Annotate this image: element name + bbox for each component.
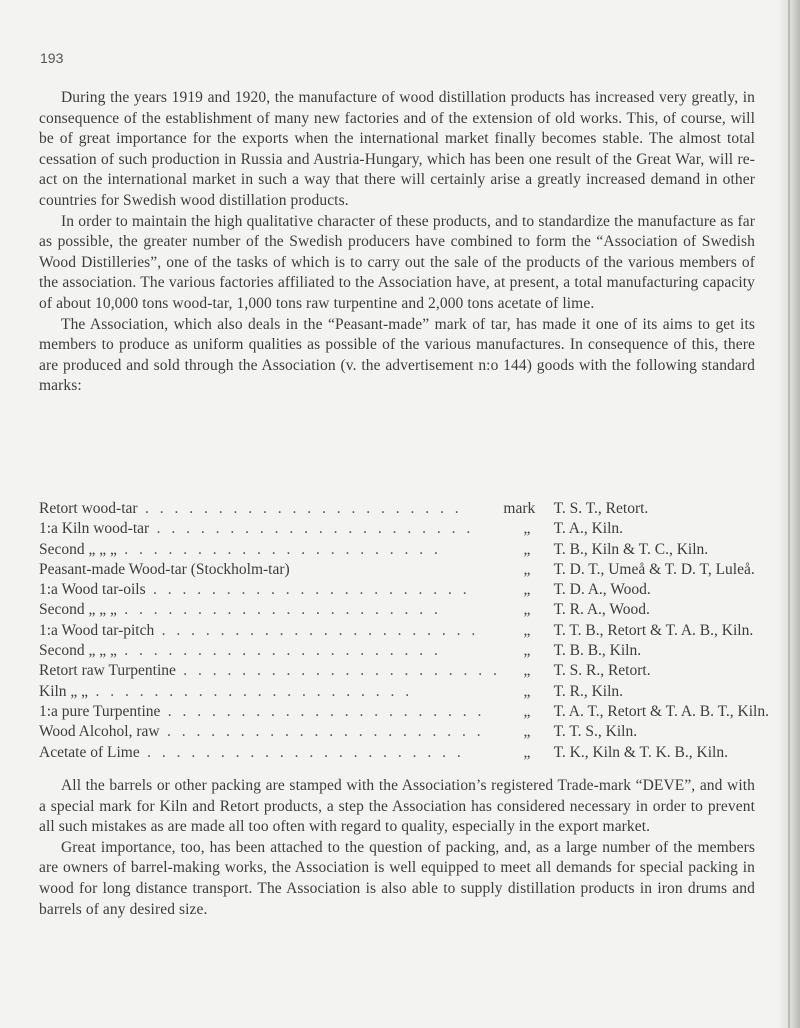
product-name: 1:a Wood tar-oils xyxy=(39,581,146,599)
dot-leader: . . . . . . . . . . . . . . . . . . . . . . xyxy=(116,601,442,619)
product-name: Second „ „ „ xyxy=(39,540,117,558)
mark-value: T. B., Kiln & T. C., Kiln. xyxy=(553,540,709,558)
dot-leader: . . . . . . . . . . . . . . . . . . . . . . xyxy=(159,723,485,741)
table-row xyxy=(39,600,769,620)
mark-value: T. K., Kiln & T. K. B., Kiln. xyxy=(553,743,728,761)
page-number: 193 xyxy=(40,50,64,66)
table-row xyxy=(39,540,769,560)
table-row xyxy=(39,499,769,519)
mark-value: T. S. R., Retort. xyxy=(553,662,651,680)
dot-leader: . . . . . . . . . . . . . . . . . . . . . . xyxy=(175,662,501,680)
table-row xyxy=(39,661,769,681)
ditto-mark: „ xyxy=(523,581,531,599)
paragraph: In order to maintain the high qualitative character of these products, and to standardize the manufacture as far as possible, the greater number of the Swedish producers have combined to form the “Association of Swedish Wood Distilleries”, one of the tasks of which is to carry out the sale of the products of the various members of the association. The various factories affiliated to the Association have, at present, a total manufacturing capacity of about 10,000 tons wood-tar, 1,000 tons raw turpentine and 2,000 tons acetate of lime. xyxy=(39,212,755,312)
table-row xyxy=(39,682,769,702)
dot-leader: . . . . . . . . . . . . . . . . . . . . . . xyxy=(139,743,465,761)
mark-value: T. B. B., Kiln. xyxy=(553,642,642,660)
dot-leader: . . . . . . . . . . . . . . . . . . . . . . xyxy=(137,500,463,517)
paragraph: The Association, which also deals in the “Peasant-made” mark of tar, has made it one of its aims to get its members to produce as uniform qualities as possible of the various manufactures. In consequence of this, there are produced and sold through the Association (v. the advertisement n:o 144) goods with the following standard marks: xyxy=(39,315,755,395)
table-row xyxy=(39,722,769,742)
intro-text xyxy=(39,88,755,397)
ditto-mark: „ xyxy=(523,682,531,700)
ditto-mark: „ xyxy=(523,723,531,741)
product-name: Second „ „ „ xyxy=(39,601,117,619)
dot-leader: . . . . . . . . . . . . . . . . . . . . . . xyxy=(160,702,485,720)
dot-leader: . . . . . . . . . . . . . . . . . . . . . . xyxy=(149,520,474,538)
ditto-mark: „ xyxy=(523,642,531,660)
mark-value: T. S. T., Retort. xyxy=(553,500,649,517)
table-row xyxy=(39,702,769,722)
product-name: Retort wood-tar xyxy=(39,500,138,517)
dot-leader: . . . . . . . . . . . . . . . . . . . . . . xyxy=(145,581,471,599)
ditto-mark: „ xyxy=(523,520,531,538)
mark-value: T. T. S., Kiln. xyxy=(553,723,638,741)
dot-leader: . . . . . . . . . . . . . . . . . . . . . . xyxy=(154,621,479,639)
dot-leader: . . . . . . . . . . . . . . . . . . . . . . xyxy=(116,642,442,660)
product-name: Acetate of Lime xyxy=(39,743,140,761)
mark-value: T. R. A., Wood. xyxy=(553,601,650,619)
mark-value: T. T. B., Retort & T. A. B., Kiln. xyxy=(553,621,754,639)
ditto-mark: „ xyxy=(523,702,531,720)
table-row xyxy=(39,580,769,600)
ditto-mark: „ xyxy=(523,540,531,558)
table-row xyxy=(39,560,769,580)
table-row xyxy=(39,641,769,661)
table-row xyxy=(39,621,769,641)
product-name: Kiln „ „ xyxy=(39,682,89,700)
dot-leader: . . . . . . . . . . . . . . . . . . . . . . xyxy=(116,540,442,558)
product-name: 1:a Wood tar-pitch xyxy=(39,621,155,639)
product-name: Retort raw Turpentine xyxy=(39,662,176,680)
table-row xyxy=(39,743,769,763)
ditto-mark: „ xyxy=(523,743,531,761)
paragraph: All the barrels or other packing are stamped with the Association’s registered Trade-mark “DEVE”, and with a special mark for Kiln and Retort products, a step the Association has considered necessary in order to prevent all such mistakes as are made all too often with regard to quality, especially in the export market. xyxy=(39,777,755,836)
product-name: Second „ „ „ xyxy=(39,642,117,660)
ditto-mark: „ xyxy=(523,662,531,680)
mark-value: T. R., Kiln. xyxy=(553,682,624,700)
standard-marks-table xyxy=(39,499,769,763)
closing-text xyxy=(39,776,755,920)
mark-value: T. D. T., Umeå & T. D. T, Luleå. xyxy=(553,560,755,578)
page-edge-line xyxy=(788,0,790,1028)
product-name: Peasant-made Wood-tar (Stockholm-tar) xyxy=(39,560,290,578)
dot-leader: . . . . . . . . . . . . . . . . . . . . . . xyxy=(88,682,413,700)
paragraph: Great importance, too, has been attached to the question of packing, and, as a large number of the members are owners of barrel-making works, the Association is well equipped to meet all demands for special packing in wood for long distance transport. The Association is also able to supply distillation products in iron drums and barrels of any desired size. xyxy=(39,838,755,918)
product-name: Wood Alcohol, raw xyxy=(39,723,160,741)
ditto-mark: „ xyxy=(523,601,531,619)
paragraph: During the years 1919 and 1920, the manufacture of wood distillation products has increased very greatly, in consequence of the establishment of many new factories and of the extension of old works. This, of course, will be of great importance for the exports when the international market finally becomes stable. The almost total cessation of such production in Russia and Austria-Hungary, which has been one result of the Great War, will re-act on the international market in such a way that there will certainly arise a greatly increased demand in other countries for Swedish wood distillation products. xyxy=(39,89,755,209)
mark-word: mark xyxy=(503,500,536,517)
product-name: 1:a pure Turpentine xyxy=(39,702,161,720)
mark-value: T. D. A., Wood. xyxy=(553,581,651,599)
table-row xyxy=(39,519,769,539)
product-name: 1:a Kiln wood-tar xyxy=(39,520,150,538)
ditto-mark: „ xyxy=(523,560,531,578)
mark-value: T. A. T., Retort & T. A. B. T., Kiln. xyxy=(553,702,769,720)
mark-value: T. A., Kiln. xyxy=(553,520,624,538)
ditto-mark: „ xyxy=(523,621,531,639)
